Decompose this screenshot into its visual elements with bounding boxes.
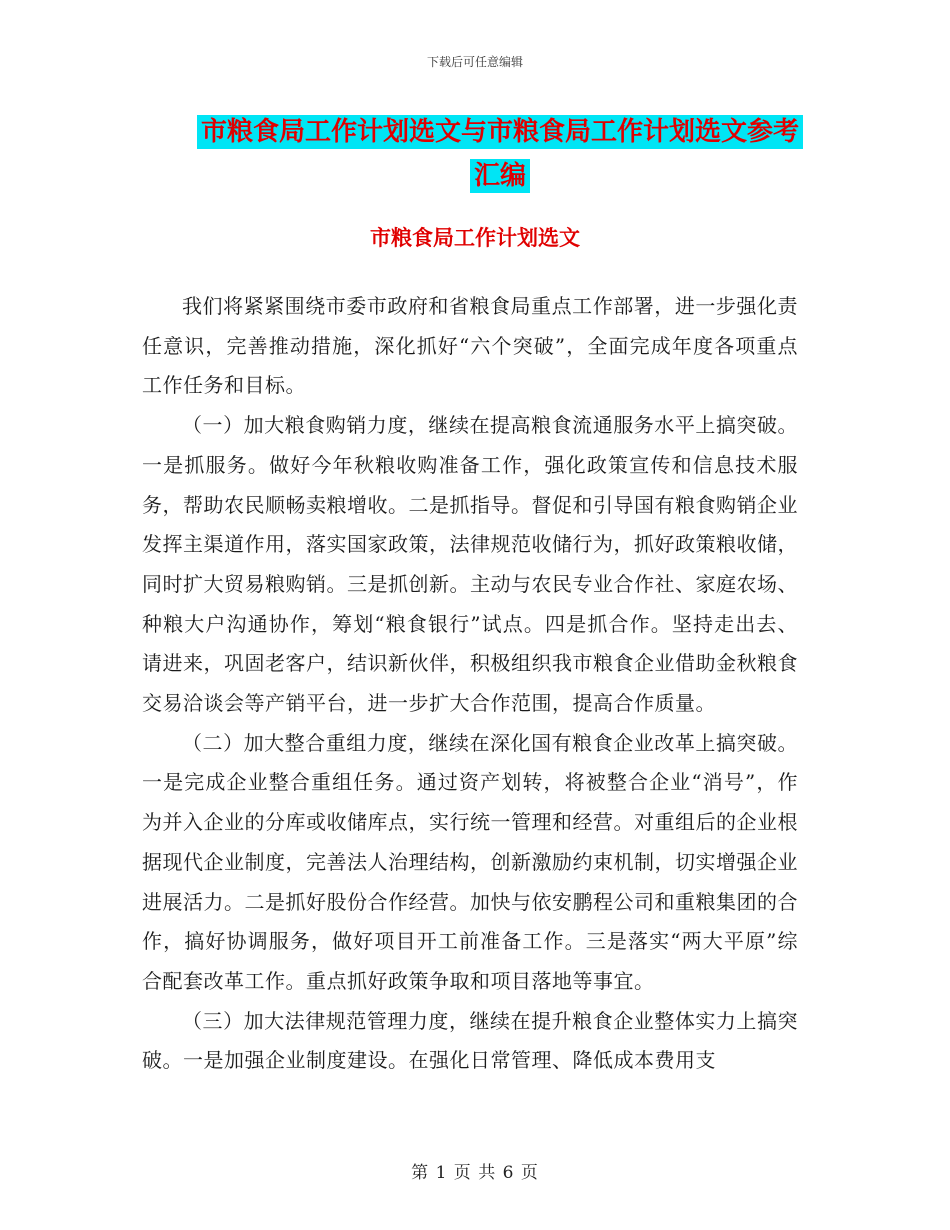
paragraph: 我们将紧紧围绕市委市政府和省粮食局重点工作部署，进一步强化责任意识，完善推动措施，深化抓好“六个突破”，全面完成年度各项重点工作任务和目标。: [142, 294, 798, 398]
title-line-1: 市粮食局工作计划选文与市粮食局工作计划选文参考: [197, 115, 803, 149]
page-mid: 页 共: [453, 1163, 497, 1183]
page-prefix: 第: [411, 1163, 430, 1183]
header-note: 下载后可任意编辑: [426, 55, 523, 69]
paragraph: （一）加大粮食购销力度，继续在提高粮食流通服务水平上搞突破。一是抓服务。做好今年秋粮收购准备工作，强化政策宣传和信息技术服务，帮助农民顺畅卖粮增收。二是抓指导。督促和引导国有粮食购销企业发挥主渠道作用，落实国家政策，法律规范收储行为，抓好政策粮收储，同时扩大贸易粮购销。三是抓创新。主动与农民专业合作社、家庭农场、种粮大户沟通协作，筹划“粮食银行”试点。四是抓合作。坚持走出去、请进来，巩固老客户，结识新伙伴，积极组织我市粮食企业借助金秋粮食交易洽谈会等产销平台，进一步扩大合作范围，提高合作质量。: [142, 413, 798, 716]
page-total: 6: [502, 1163, 515, 1183]
document-title: [190, 110, 810, 198]
section-subtitle: 市粮食局工作计划选文: [370, 225, 580, 250]
paragraph: （二）加大整合重组力度，继续在深化国有粮食企业改革上搞突破。一是完成企业整合重组任务。通过资产划转，将被整合企业“消号”，作为并入企业的分库或收储库点，实行统一管理和经营。对重组后的企业根据现代企业制度，完善法人治理结构，创新激励约束机制，切实增强企业进展活力。二是抓好股份合作经营。加快与依安鹏程公司和重粮集团的合作，搞好协调服务，做好项目开工前准备工作。三是落实“两大平原”综合配套改革工作。重点抓好政策争取和项目落地等事宜。: [142, 730, 798, 993]
page-suffix: 页: [520, 1163, 539, 1183]
title-line-2: 汇编: [470, 159, 530, 193]
paragraph: （三）加大法律规范管理力度，继续在提升粮食企业整体实力上搞突破。一是加强企业制度建设。在强化日常管理、降低成本费用支: [142, 1008, 798, 1073]
page-footer: [0, 1158, 950, 1183]
page-current: 1: [435, 1163, 448, 1183]
document-body: [142, 287, 798, 1081]
